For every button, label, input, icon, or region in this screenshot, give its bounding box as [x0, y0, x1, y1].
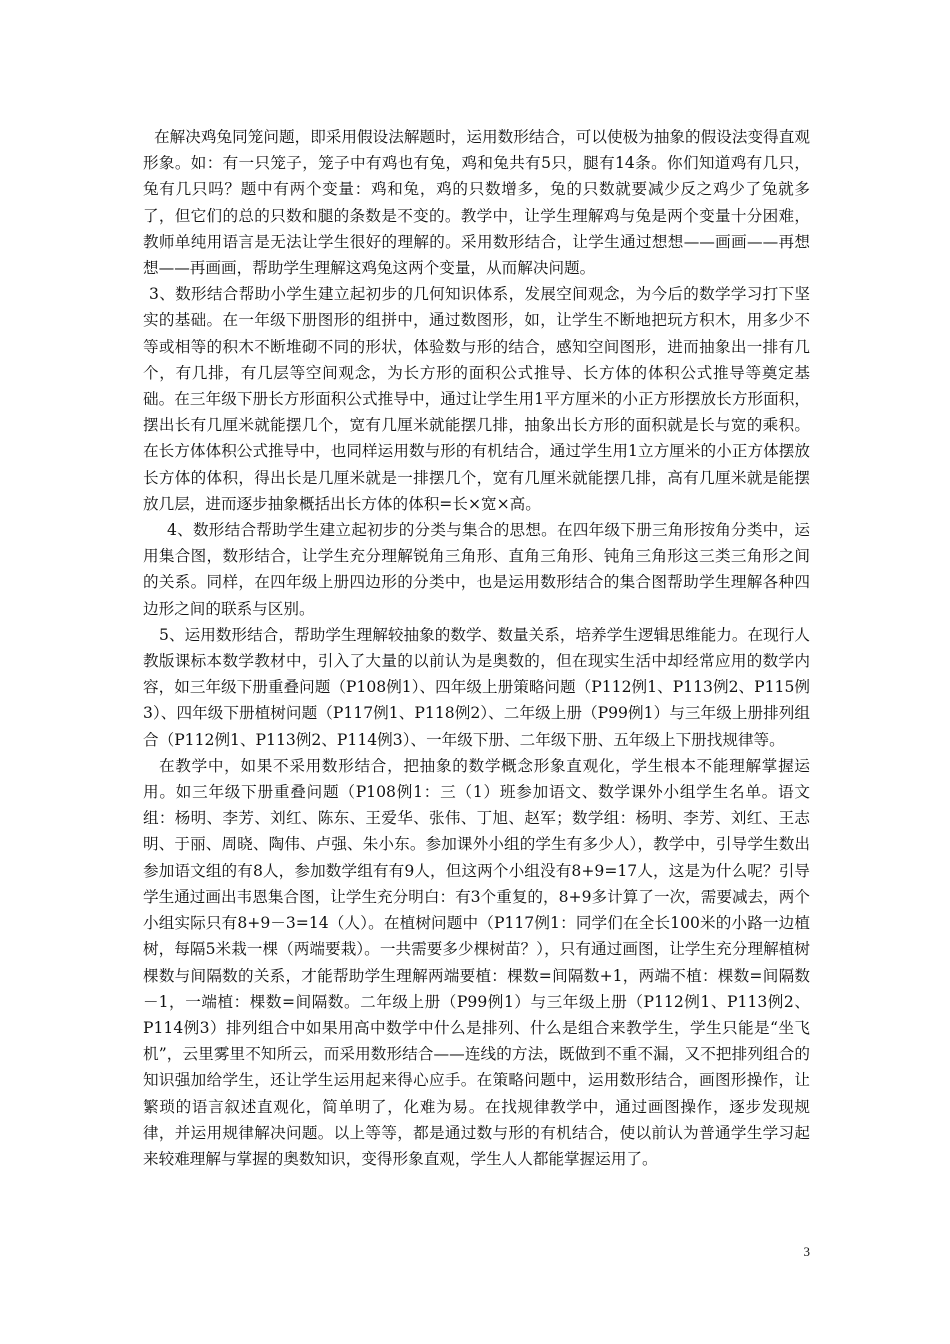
body-text	[143, 124, 810, 1172]
paragraph-geometry-knowledge: 3、数形结合帮助小学生建立起初步的几何知识体系，发展空间观念，为今后的数学学习打下坚实的基础。在一年级下册图形的组拼中，通过数图形，如，让学生不断地把玩方积木，用多少不等或相等的积木不断堆砌不同的形状，体验数与形的结合，感知空间图形，进而抽象出一排有几个，有几排，有几层等空间观念，为长方形的面积公式推导、长方体的体积公式推导等奠定基础。在三年级下册长方形面积公式推导中，通过让学生用1平方厘米的小正方形摆放长方形面积，摆出长有几厘米就能摆几个，宽有几厘米就能摆几排，抽象出长方形的面积就是长与宽的乘积。在长方体体积公式推导中，也同样运用数与形的有机结合，通过学生用1立方厘米的小正方体摆放长方体的体积，得出长是几厘米就是一排摆几个，宽有几厘米就能摆几排，高有几厘米就是能摆放几层，进而逐步抽象概括出长方体的体积=长×宽×高。	[143, 285, 810, 513]
paragraph-classification-sets: 4、数形结合帮助学生建立起初步的分类与集合的思想。在四年级下册三角形按角分类中，运用集合图，数形结合，让学生充分理解锐角三角形、直角三角形、钝角三角形这三类三角形之间的关系。同样，在四年级上册四边形的分类中，也是运用数形结合的集合图帮助学生理解各种四边形之间的联系与区别。	[143, 521, 810, 618]
paragraph-teaching-examples: 在教学中，如果不采用数形结合，把抽象的数学概念形象直观化，学生根本不能理解掌握运用。如三年级下册重叠问题（P108例1：三（1）班参加语文、数学课外小组学生名单。语文组：杨明、李芳、刘红、陈东、王爱华、张伟、丁旭、赵军；数学组：杨明、李芳、刘红、王志明、于丽、周晓、陶伟、卢强、朱小东。参加课外小组的学生有多少人），教学中，引导学生数出参加语文组的有8人，参加数学组有有9人，但这两个小组没有8+9=17人，这是为什么呢？引导学生通过画出韦恩集合图，让学生充分明白：有3个重复的，8+9多计算了一次，需要减去，两个小组实际只有8+9－3=14（人）。在植树问题中（P117例1：同学们在全长100米的小路一边植树，每隔5米栽一棵（两端要栽）。一共需要多少棵树苗？），只有通过画图，让学生充分理解植树棵数与间隔数的关系，才能帮助学生理解两端要植：棵数=间隔数+1，两端不植：棵数=间隔数－1，一端植：棵数=间隔数。二年级上册（P99例1）与三年级上册（P112例1、P113例2、P114例3）排列组合中如果用高中数学中什么是排列、什么是组合来教学生，学生只能是“坐飞机”，云里雾里不知所云，而采用数形结合——连线的方法，既做到不重不漏，又不把排列组合的知识强加给学生，还让学生运用起来得心应手。在策略问题中，运用数形结合，画图形操作，让繁琐的语言叙述直观化，简单明了，化难为易。在找规律教学中，通过画图操作，逐步发现规律，并运用规律解决问题。以上等等，都是通过数与形的有机结合，使以前认为普通学生学习起来较难理解与掌握的奥数知识，变得形象直观，学生人人都能掌握运用了。	[143, 756, 810, 1168]
paragraph-chicken-rabbit: 在解决鸡兔同笼问题，即采用假设法解题时，运用数形结合，可以使极为抽象的假设法变得直观形象。如：有一只笼子，笼子中有鸡也有兔，鸡和兔共有5只，腿有14条。你们知道鸡有几只，兔有几只吗？题中有两个变量：鸡和兔，鸡的只数增多，兔的只数就要减少反之鸡少了兔就多了，但它们的总的只数和腿的条数是不变的。教学中，让学生理解鸡与兔是两个变量十分困难，教师单纯用语言是无法让学生很好的理解的。采用数形结合，让学生通过想想——画画——再想想——再画画，帮助学生理解这鸡兔这两个变量，从而解决问题。	[143, 128, 810, 278]
page-number: 3	[803, 1244, 810, 1259]
paragraph-abstract-relations: 5、运用数形结合，帮助学生理解较抽象的数学、数量关系，培养学生逻辑思维能力。在现行人教版课标本数学教材中，引入了大量的以前认为是奥数的，但在现实生活中却经常应用的数学内容，如三年级下册重叠问题（P108例1）、四年级上册策略问题（P112例1、P113例2、P115例3）、四年级下册植树问题（P117例1、P118例2）、二年级上册（P99例1）与三年级上册排列组合（P112例1、P113例2、P114例3）、一年级下册、二年级下册、五年级上下册找规律等。	[143, 625, 810, 749]
